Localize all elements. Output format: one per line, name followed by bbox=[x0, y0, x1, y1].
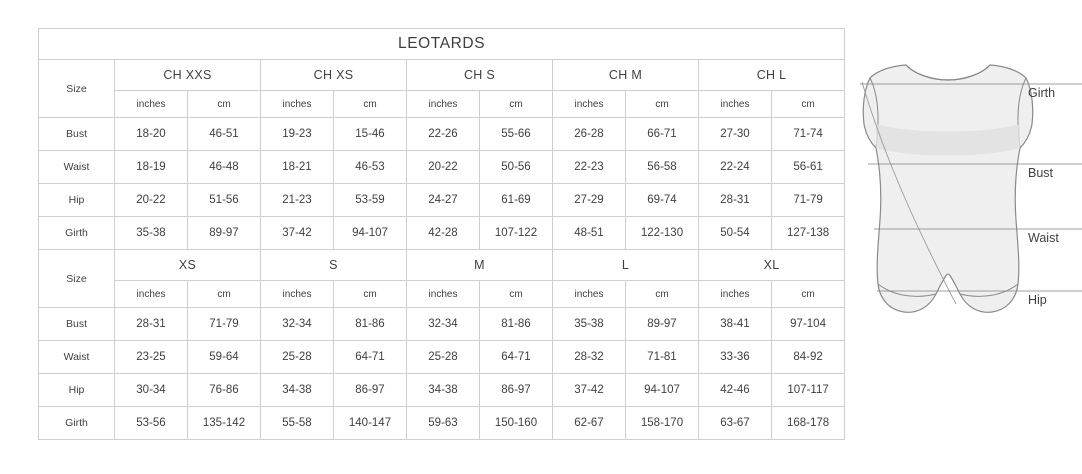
unit-header-cm: cm bbox=[772, 281, 845, 308]
cell-value: 33-36 bbox=[699, 341, 772, 374]
cell-value: 55-58 bbox=[261, 407, 334, 440]
unit-header-inches: inches bbox=[699, 281, 772, 308]
cell-value: 81-86 bbox=[480, 308, 553, 341]
cell-value: 71-79 bbox=[188, 308, 261, 341]
cell-value: 20-22 bbox=[407, 151, 480, 184]
unit-header-cm: cm bbox=[334, 281, 407, 308]
unit-header-cm: cm bbox=[334, 91, 407, 118]
cell-value: 168-178 bbox=[772, 407, 845, 440]
cell-value: 35-38 bbox=[553, 308, 626, 341]
table-row bbox=[39, 374, 845, 407]
size-header-label: Size bbox=[39, 60, 115, 118]
leotard-body-outline bbox=[863, 65, 1033, 312]
cell-value: 26-28 bbox=[553, 118, 626, 151]
group-header-ch-l: CH L bbox=[699, 60, 845, 91]
measurement-callouts bbox=[1020, 60, 1082, 390]
row-label-girth: Girth bbox=[39, 217, 115, 250]
callout-label-hip: Hip bbox=[1028, 293, 1047, 307]
cell-value: 89-97 bbox=[626, 308, 699, 341]
cell-value: 107-117 bbox=[772, 374, 845, 407]
cell-value: 84-92 bbox=[772, 341, 845, 374]
cell-value: 18-21 bbox=[261, 151, 334, 184]
cell-value: 81-86 bbox=[334, 308, 407, 341]
cell-value: 107-122 bbox=[480, 217, 553, 250]
group-header-s: S bbox=[261, 250, 407, 281]
group-header-row bbox=[39, 250, 845, 281]
cell-value: 24-27 bbox=[407, 184, 480, 217]
cell-value: 140-147 bbox=[334, 407, 407, 440]
callout-label-waist: Waist bbox=[1028, 231, 1059, 245]
row-label-bust: Bust bbox=[39, 308, 115, 341]
unit-header-row bbox=[39, 281, 845, 308]
cell-value: 76-86 bbox=[188, 374, 261, 407]
unit-header-cm: cm bbox=[480, 91, 553, 118]
row-label-girth: Girth bbox=[39, 407, 115, 440]
cell-value: 18-20 bbox=[115, 118, 188, 151]
cell-value: 25-28 bbox=[407, 341, 480, 374]
table-row bbox=[39, 217, 845, 250]
callout-label-girth: Girth bbox=[1028, 86, 1056, 100]
cell-value: 27-29 bbox=[553, 184, 626, 217]
unit-header-inches: inches bbox=[115, 91, 188, 118]
cell-value: 34-38 bbox=[261, 374, 334, 407]
cell-value: 28-31 bbox=[699, 184, 772, 217]
cell-value: 71-74 bbox=[772, 118, 845, 151]
unit-header-inches: inches bbox=[553, 281, 626, 308]
unit-header-cm: cm bbox=[626, 281, 699, 308]
cell-value: 23-25 bbox=[115, 341, 188, 374]
group-header-xs: XS bbox=[115, 250, 261, 281]
unit-header-inches: inches bbox=[261, 281, 334, 308]
cell-value: 25-28 bbox=[261, 341, 334, 374]
unit-header-cm: cm bbox=[188, 91, 261, 118]
group-header-ch-xxs: CH XXS bbox=[115, 60, 261, 91]
cell-value: 38-41 bbox=[699, 308, 772, 341]
page-title: LEOTARDS bbox=[39, 29, 845, 60]
unit-header-inches: inches bbox=[407, 91, 480, 118]
cell-value: 63-67 bbox=[699, 407, 772, 440]
cell-value: 94-107 bbox=[626, 374, 699, 407]
cell-value: 66-71 bbox=[626, 118, 699, 151]
cell-value: 21-23 bbox=[261, 184, 334, 217]
cell-value: 158-170 bbox=[626, 407, 699, 440]
group-header-row bbox=[39, 60, 845, 91]
cell-value: 19-23 bbox=[261, 118, 334, 151]
cell-value: 94-107 bbox=[334, 217, 407, 250]
cell-value: 59-64 bbox=[188, 341, 261, 374]
cell-value: 18-19 bbox=[115, 151, 188, 184]
cell-value: 59-63 bbox=[407, 407, 480, 440]
cell-value: 127-138 bbox=[772, 217, 845, 250]
cell-value: 86-97 bbox=[480, 374, 553, 407]
table-row bbox=[39, 151, 845, 184]
cell-value: 27-30 bbox=[699, 118, 772, 151]
unit-header-inches: inches bbox=[407, 281, 480, 308]
cell-value: 61-69 bbox=[480, 184, 553, 217]
table-row bbox=[39, 341, 845, 374]
cell-value: 86-97 bbox=[334, 374, 407, 407]
group-header-m: M bbox=[407, 250, 553, 281]
cell-value: 35-38 bbox=[115, 217, 188, 250]
cell-value: 20-22 bbox=[115, 184, 188, 217]
cell-value: 53-56 bbox=[115, 407, 188, 440]
unit-header-cm: cm bbox=[772, 91, 845, 118]
cell-value: 89-97 bbox=[188, 217, 261, 250]
cell-value: 32-34 bbox=[407, 308, 480, 341]
unit-header-inches: inches bbox=[553, 91, 626, 118]
cell-value: 22-26 bbox=[407, 118, 480, 151]
table-row bbox=[39, 407, 845, 440]
cell-value: 97-104 bbox=[772, 308, 845, 341]
cell-value: 46-53 bbox=[334, 151, 407, 184]
cell-value: 46-51 bbox=[188, 118, 261, 151]
cell-value: 56-58 bbox=[626, 151, 699, 184]
group-header-ch-m: CH M bbox=[553, 60, 699, 91]
cell-value: 69-74 bbox=[626, 184, 699, 217]
group-header-l: L bbox=[553, 250, 699, 281]
row-label-waist: Waist bbox=[39, 151, 115, 184]
row-label-hip: Hip bbox=[39, 184, 115, 217]
cell-value: 122-130 bbox=[626, 217, 699, 250]
cell-value: 30-34 bbox=[115, 374, 188, 407]
group-header-xl: XL bbox=[699, 250, 845, 281]
cell-value: 32-34 bbox=[261, 308, 334, 341]
cell-value: 64-71 bbox=[334, 341, 407, 374]
cell-value: 28-32 bbox=[553, 341, 626, 374]
row-label-hip: Hip bbox=[39, 374, 115, 407]
cell-value: 135-142 bbox=[188, 407, 261, 440]
cell-value: 150-160 bbox=[480, 407, 553, 440]
cell-value: 71-81 bbox=[626, 341, 699, 374]
cell-value: 15-46 bbox=[334, 118, 407, 151]
table-row bbox=[39, 118, 845, 151]
cell-value: 22-24 bbox=[699, 151, 772, 184]
cell-value: 48-51 bbox=[553, 217, 626, 250]
cell-value: 42-28 bbox=[407, 217, 480, 250]
cell-value: 64-71 bbox=[480, 341, 553, 374]
leotards-size-table bbox=[38, 28, 845, 440]
cell-value: 50-54 bbox=[699, 217, 772, 250]
cell-value: 37-42 bbox=[261, 217, 334, 250]
cell-value: 62-67 bbox=[553, 407, 626, 440]
cell-value: 22-23 bbox=[553, 151, 626, 184]
unit-header-row bbox=[39, 91, 845, 118]
cell-value: 53-59 bbox=[334, 184, 407, 217]
unit-header-inches: inches bbox=[699, 91, 772, 118]
unit-header-inches: inches bbox=[261, 91, 334, 118]
table-row bbox=[39, 308, 845, 341]
cell-value: 42-46 bbox=[699, 374, 772, 407]
cell-value: 56-61 bbox=[772, 151, 845, 184]
unit-header-cm: cm bbox=[480, 281, 553, 308]
cell-value: 28-31 bbox=[115, 308, 188, 341]
group-header-ch-s: CH S bbox=[407, 60, 553, 91]
cell-value: 50-56 bbox=[480, 151, 553, 184]
row-label-bust: Bust bbox=[39, 118, 115, 151]
cell-value: 34-38 bbox=[407, 374, 480, 407]
group-header-ch-xs: CH XS bbox=[261, 60, 407, 91]
row-label-waist: Waist bbox=[39, 341, 115, 374]
size-header-label: Size bbox=[39, 250, 115, 308]
cell-value: 51-56 bbox=[188, 184, 261, 217]
cell-value: 46-48 bbox=[188, 151, 261, 184]
table-row bbox=[39, 184, 845, 217]
cell-value: 55-66 bbox=[480, 118, 553, 151]
cell-value: 37-42 bbox=[553, 374, 626, 407]
unit-header-inches: inches bbox=[115, 281, 188, 308]
unit-header-cm: cm bbox=[188, 281, 261, 308]
cell-value: 71-79 bbox=[772, 184, 845, 217]
table-title-row bbox=[39, 29, 845, 60]
unit-header-cm: cm bbox=[626, 91, 699, 118]
size-chart-container bbox=[38, 28, 844, 440]
callout-label-bust: Bust bbox=[1028, 166, 1054, 180]
